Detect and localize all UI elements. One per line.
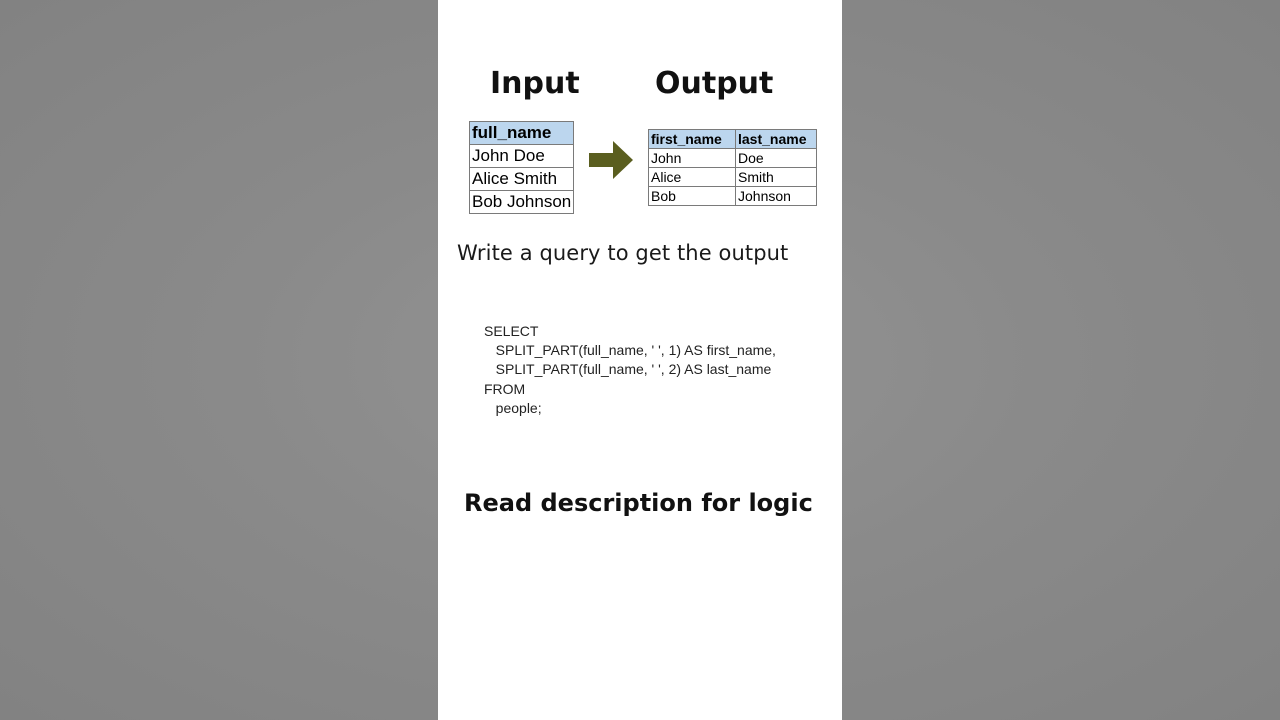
table-header-row (649, 130, 817, 149)
column-header-full-name: full_name (470, 122, 574, 145)
sql-code-block (484, 322, 776, 418)
table-row (649, 187, 817, 206)
table-cell: John (649, 149, 736, 168)
column-header-last-name: last_name (736, 130, 817, 149)
table-cell: Johnson (736, 187, 817, 206)
table-cell: John Doe (470, 145, 574, 168)
table-cell: Alice (649, 168, 736, 187)
table-row (470, 191, 574, 214)
code-line: SPLIT_PART(full_name, ' ', 2) AS last_name (484, 361, 772, 378)
input-heading: Input (490, 66, 580, 101)
arrow-right-icon (589, 141, 633, 179)
code-line: people; (484, 399, 542, 416)
table-cell: Bob (649, 187, 736, 206)
table-row (470, 168, 574, 191)
table-cell: Bob Johnson (470, 191, 574, 214)
output-heading: Output (655, 66, 774, 101)
table-row (470, 145, 574, 168)
table-row (649, 149, 817, 168)
table-cell: Smith (736, 168, 817, 187)
footer-caption: Read description for logic (464, 489, 813, 517)
table-header-row (470, 122, 574, 145)
output-table (648, 129, 817, 206)
code-line: SELECT (484, 323, 539, 339)
table-row (649, 168, 817, 187)
column-header-first-name: first_name (649, 130, 736, 149)
table-cell: Alice Smith (470, 168, 574, 191)
code-line: FROM (484, 380, 526, 397)
input-table (469, 121, 574, 214)
table-cell: Doe (736, 149, 817, 168)
question-prompt: Write a query to get the output (457, 241, 789, 265)
content-card (438, 0, 842, 720)
code-line: SPLIT_PART(full_name, ' ', 1) AS first_name, (484, 342, 776, 359)
